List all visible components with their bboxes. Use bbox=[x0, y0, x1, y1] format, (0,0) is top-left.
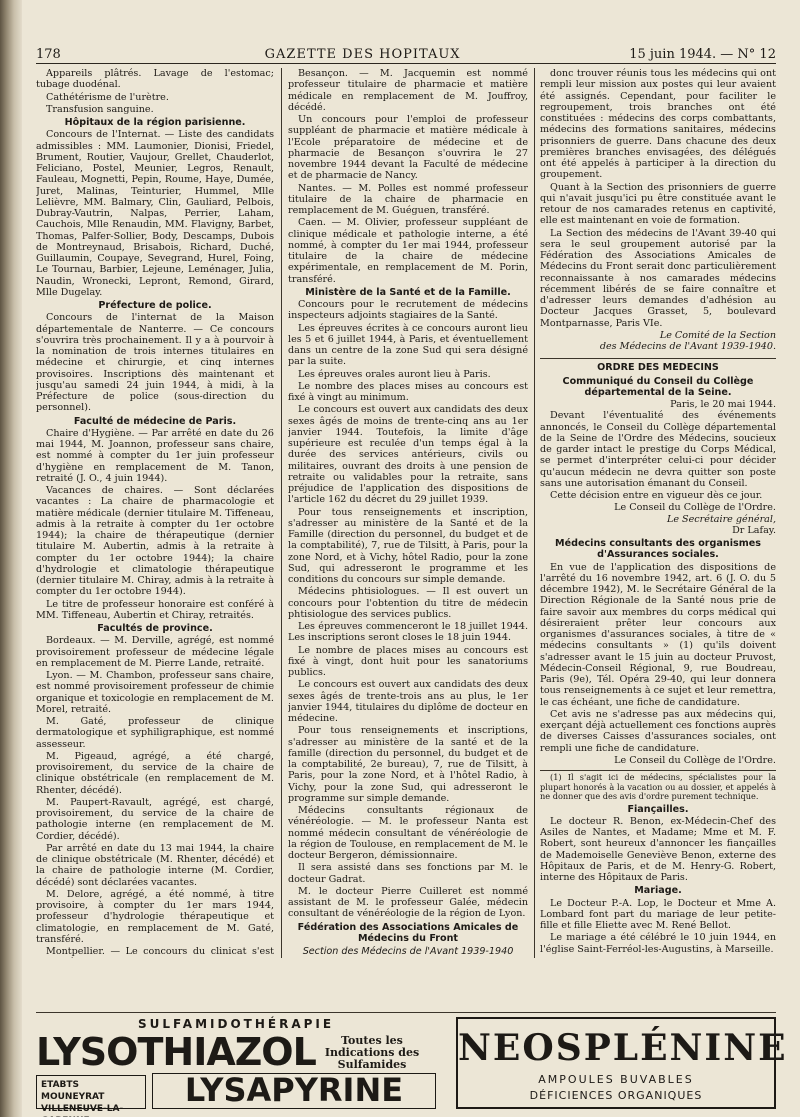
section-heading: Fédération des Associations Amicales de Médecins du Front bbox=[297, 921, 519, 944]
ads-rule bbox=[36, 1012, 776, 1013]
paragraph: M. Gaté, professeur de clinique dermatologique et syphiligraphique, est nommé assesseur. bbox=[36, 716, 274, 750]
paragraph: Lyon. — M. Chambon, professeur sans chaire, est nommé provisoirement professeur de chimie organique et toxicologie en remplacement de M. Morel, retraité. bbox=[36, 670, 274, 715]
binding-spine bbox=[0, 0, 22, 1117]
paragraph: Le titre de professeur honoraire est conféré à MM. Tiffeneau, Aubertin et Chiray, retraités. bbox=[36, 598, 274, 621]
paragraph: M. Delore, agrégé, a été nommé, à titre provisoire, à compter du 1er mars 1944, professeur d'hydrologie thérapeutique et climatologie, en remplacement de M. Gaté, transféré. bbox=[36, 888, 274, 945]
paragraph: Montpellier. — Le concours du clinicat s'est bbox=[46, 946, 274, 957]
ad-indication: DÉFICIENCES ORGANIQUES bbox=[529, 1089, 703, 1102]
paragraph: donc trouver réunis tous les médecins qui ont rempli leur mission aux postes qui leur avaient été assignés. Cependant, pour faciliter le regroupement, trois branches ont été constituées : médecins des corps combattants, médecins des formations sanitaires, médecins prisonniers de guerre. Dans chacune des deux premières branches envisagées, des délégués ont été appelés à participer à la direction du groupement. bbox=[540, 68, 776, 181]
header-rule bbox=[36, 63, 776, 64]
signature-line: Le Comité de la Section bbox=[659, 329, 776, 341]
section-heading: Préfecture de police. bbox=[98, 300, 212, 311]
signature-line: Paris, le 20 mai 1944. bbox=[670, 399, 776, 410]
section-heading: Fiançailles. bbox=[627, 803, 689, 815]
column-1 bbox=[36, 68, 274, 958]
paragraph: Caen. — M. Olivier, professeur suppléant de clinique médicale et pathologie interne, a été nommé, à compter du 1er mai 1944, professeur titulaire de la chaire de médecine expérimentale, en remplacement de M. Porin, transféré. bbox=[288, 217, 528, 285]
column-divider-2 bbox=[534, 68, 535, 958]
paragraph: Le concours est ouvert aux candidats des deux sexes âgés de moins de trente-cinq ans au 1er janvier 1944. Toutefois, la limite d'âge supérieure est reculée d'un temps égal à la durée des services antérieurs, civils ou militaires, ouvrant des droits à une pension de retraite ou validables pour la retraite, sans préjudice de l'application des dispositions de l'article 162 du décret du 29 juillet 1939. bbox=[288, 404, 528, 506]
paragraph: Le docteur R. Benon, ex-Médecin-Chef des Asiles de Nantes, et Madame; Mme et M. F. Robert, sont heureux d'annoncer les fiançailles de Mademoiselle Geneviève Benon, externe des Hôpitaux de Paris, et de M. Henry-G. Robert, interne des Hôpitaux de Paris. bbox=[540, 815, 776, 883]
paragraph: M. le docteur Pierre Cuilleret est nommé assistant de M. le professeur Galée, médecin consultant de vénéréologie de la région de Lyon. bbox=[288, 885, 528, 920]
signature-line: Le Secrétaire général, bbox=[666, 513, 776, 525]
section-heading: Médecins consultants des organismes d'Assurances sociales. bbox=[555, 538, 761, 561]
signature-line: des Médecins de l'Avant 1939-1940. bbox=[599, 341, 776, 352]
ad-product-lysapyrine: LYSAPYRINE bbox=[152, 1073, 436, 1109]
column-3 bbox=[540, 68, 776, 958]
ad-laboratory: ETABTS MOUNEYRAT VILLENEUVE-LA- bbox=[36, 1075, 146, 1109]
signature-line: Le Conseil du Collège de l'Ordre. bbox=[614, 754, 776, 766]
signature-line: Le Conseil du Collège de l'Ordre. bbox=[614, 502, 776, 514]
paragraph: Il sera assisté dans ses fonctions par M. le docteur Gadrat. bbox=[288, 862, 528, 885]
paragraph: La Section des médecins de l'Avant 39-40 qui sera le seul groupement autorisé par la Fédération des Associations Amicales de Médecins du Front serait donc particulièrement reconnaissante à nos camarades médecins récemment libérés de se faire connaître et d'adresser leurs demandes d'adhésion au Docteur Jacques Grasset, 5, boulevard Montparnasse, Paris VIe. bbox=[540, 227, 776, 329]
paragraph: Appareils plâtrés. Lavage de l'estomac; tubage duodénal. bbox=[36, 68, 274, 91]
paragraph: Les épreuves orales auront lieu à Paris. bbox=[298, 368, 491, 380]
paragraph: Transfusion sanguine. bbox=[46, 103, 154, 115]
ad-tagline: Toutes les Indications des Sulfamides bbox=[324, 1034, 420, 1071]
paragraph: Quant à la Section des prisonniers de guerre qui n'avait jusqu'ici pu être constituée avant le retour de nos camarades retenus en captivité, elle est maintenant en voie de formation. bbox=[540, 181, 776, 227]
paragraph: Chaire d'Hygiène. — Par arrêté en date du 26 mai 1944, M. Joannon, professeur sans chaire, est nommé à compter du 1er juin professeur d'hygiène en remplacement de M. Tanon, retraité (J. O., 4 juin 1944). bbox=[36, 427, 274, 484]
paragraph: Le Docteur P.-A. Lop, le Docteur et Mme A. Lombard font part du mariage de leur petite-fille et fille Eliette avec M. René Bellot. bbox=[540, 897, 776, 931]
section-heading: Ministère de la Santé et de la Famille. bbox=[305, 286, 511, 298]
paragraph: Un concours pour l'emploi de professeur suppléant de pharmacie et matière médicale à l'Ecole préparatoire de médecine et de pharmacie de Besançon s'ouvrira le 27 novembre 1944 devant la Faculté de médecine et de pharmacie de Nancy. bbox=[288, 114, 528, 182]
paragraph: M. Pigeaud, agrégé, a été chargé, provisoirement, du service de la chaire de clinique obstétricale (en remplacement de M. Rhenter, décédé). bbox=[36, 750, 274, 796]
column-2 bbox=[288, 68, 528, 958]
paragraph: Bordeaux. — M. Derville, agrégé, est nommé provisoirement professeur de médecine légale en remplacement de M. Pierre Lande, retraité. bbox=[36, 635, 274, 669]
paragraph: Besançon. — M. Jacquemin est nommé professeur titulaire de pharmacie et matière médicale en remplacement de M. Jouffroy, décédé. bbox=[288, 68, 528, 113]
rubric-heading: ORDRE DES MEDECINS bbox=[540, 358, 776, 373]
paragraph: Nantes. — M. Polles est nommé professeur titulaire de la chaire de pharmacie en remplacement de M. Guéguen, transféré. bbox=[288, 182, 528, 216]
section-heading: Communiqué du Conseil du Collège départemental de la Seine. bbox=[562, 375, 754, 398]
paragraph: Pour tous renseignements et inscriptions, s'adresser au ministère de la santé et de la famille (direction du personnel, du budget et de la comptabilité, 2e bureau), 7, rue de Tilsitt, à Paris, pour la zone Nord, et à l'hôtel Radio, à Vichy, pour la zone Sud, qui adresseront le programme sur simple demande. bbox=[288, 725, 528, 804]
paragraph: Cathétérisme de l'urètre. bbox=[46, 91, 169, 103]
column-divider-1 bbox=[281, 68, 282, 958]
paragraph: Vacances de chaires. — Sont déclarées vacantes : La chaire de pharmacologie et matière médicale (dernier titulaire M. Tiffeneau, admis à la retraite à compter du 1er octobre 1944); la chaire de thérapeutique (dernier titulaire M. Aubertin, admis à la retraite à compter du 1er octobre 1944); la chaire d'hydrologie et climatologie thérapeutique (dernier titulaire M. Chiray, admis à la retraite à compter du 1er octobre 1944). bbox=[36, 485, 274, 598]
paragraph: Pour tous renseignements et inscription, s'adresser au ministère de la Santé et de la Famille (direction du personnel, du budget et de la comptabilité), 7, rue de Tilsitt, à Paris, pour la zone Nord, et à Vichy, hôtel Radio, pour la zone Sud, qui adresseront le programme et les conditions du concours sur simple demande. bbox=[288, 506, 528, 585]
ad-form: AMPOULES BUVABLES bbox=[538, 1073, 694, 1086]
ad-brand-line: SULFAMIDOTHÉRAPIE bbox=[137, 1017, 335, 1031]
paragraph: Devant l'éventualité des événements annoncés, le Conseil du Collège départemental de la Seine de l'Ordre des Médecins, soucieux de garder intact le prestige du Corps Médical, se permet d'interpréter celui-ci pour décider qu'aucun médecin ne devra quitter son poste sans une autorisation émanant du Conseil. bbox=[540, 410, 776, 489]
ad-product-neosplenine: NEOSPLÉNINE bbox=[458, 1027, 788, 1069]
page-header bbox=[36, 40, 776, 62]
paragraph: Médecins phtisiologues. — Il est ouvert un concours pour l'obtention du titre de médecin phtisiologue des services publics. bbox=[288, 586, 528, 620]
paragraph: Les épreuves écrites à ce concours auront lieu les 5 et 6 juillet 1944, à Paris, et éventuellement dans un centre de la zone Sud qui sera désigné par la suite. bbox=[288, 322, 528, 368]
journal-title: GAZETTE DES HOPITAUX bbox=[264, 47, 461, 62]
ad-mouneyrat bbox=[36, 1017, 436, 1114]
paragraph: M. Paupert-Ravault, agrégé, est chargé, provisoirement, du service de la chaire de pathologie interne (en remplacement de M. Cordier, décédé). bbox=[36, 796, 274, 842]
signature-line: Dr Lafay. bbox=[732, 524, 776, 536]
section-heading: Hôpitaux de la région parisienne. bbox=[64, 117, 246, 128]
paragraph: Le nombre de places mises au concours est fixé à vingt, dont huit pour les sanatoriums publics. bbox=[288, 644, 528, 678]
section-heading: Mariage. bbox=[634, 885, 682, 897]
issue-date: 15 juin 1944. — N° 12 bbox=[629, 47, 776, 62]
ad-product-lysothiazol: LYSOTHIAZOL bbox=[36, 1030, 316, 1074]
footnote: (1) Il s'agit ici de médecins, spécialistes pour la plupart honorés à la vacation ou au dossier, et appelés à ne donner que des avis d'ordre purement technique. bbox=[540, 772, 776, 801]
paragraph: Concours pour le recrutement de médecins inspecteurs adjoints stagiaires de la Santé. bbox=[288, 299, 528, 322]
paragraph: Cette décision entre en vigueur dès ce jour. bbox=[550, 490, 763, 501]
paragraph: Cet avis ne s'adresse pas aux médecins qui, exerçant déjà actuellement ces fonctions auprès de diverses Caisses d'assurances sociales, ont rempli une fiche de candidature. bbox=[540, 708, 776, 754]
paragraph: Le nombre des places mises au concours est fixé à vingt au minimum. bbox=[288, 380, 528, 403]
paragraph: Concours de l'internat de la Maison départementale de Nanterre. — Ce concours s'ouvrira très prochainement. Il y a à pourvoir à la nomination de trois internes titulaires en médecine et chirurgie, et cinq internes provisoires. Inscriptions dès maintenant et jusqu'au samedi 24 juin 1944, à midi, à la Préfecture de police (sous-direction du personnel). bbox=[36, 312, 274, 414]
advertisement-band bbox=[36, 1017, 788, 1114]
ad-neosplenine bbox=[456, 1017, 788, 1109]
paragraph: En vue de l'application des dispositions de l'arrêté du 16 novembre 1942, art. 6 (J. O. du 5 décembre 1942), M. le Secrétaire Général de la Direction Régionale de la Santé nous prie de faire savoir aux membres du corps médical qui désireraient prêter leur concours aux organismes d'assurances sociales, à titre de « médecins consultants » (1) qu'ils doivent s'adresser avant le 15 juin au docteur Pruvost, Médecin-Conseil Régional, 9, rue Boudreau, Paris (9e), Tél. Opéra 29-40, qui leur donnera tous renseignements à ce sujet et leur remettra, le cas échéant, une fiche de candidature. bbox=[540, 561, 776, 708]
section-subheading: Section des Médecins de l'Avant 1939-1940 bbox=[302, 946, 514, 957]
paragraph: Le mariage a été célébré le 10 juin 1944, en l'église Saint-Ferréol-les-Augustins, à Marseille. bbox=[540, 932, 776, 955]
paragraph: Les épreuves commenceront le 18 juillet 1944. Les inscriptions seront closes le 18 juin 1944. bbox=[288, 621, 528, 644]
paragraph: Concours de l'Internat. — Liste des candidats admissibles : MM. Laumonier, Dionisi, Friedel, Brument, Routier, Vaujour, Grellet, Chauderlot, Feliciano, Postel, Meunier, Legros, Renault, Fauleau, Mognetti, Pepin, Roume, Haye, Dumée, Juret, Malinas, Teinturier, Hummel, Mlle Lelièvre, MM. Balmary, Clin, Gauliard, Pelbois, Dubray-Vautrin, Nalpas, Perrier, Laham, Cauchois, Mlle Renaudin, MM. Flavigny, Barbet, Thomas, Palfer-Sollier, Body, Descamps, Dubois de Montreynaud, Brisabois, Richard, Duché, Guillaumin, Coupaye, Sevegrand, Hurel, Foing, Le Tournau, Barbier, Lejeune, Leménager, Julia, Naudin, Wronecki, Lepront, Remond, Girard, Mlle Dugelay. bbox=[36, 129, 274, 298]
paragraph: Le concours est ouvert aux candidats des deux sexes âgés de trente-trois ans au plus, le 1er janvier 1944, titulaires du diplôme de docteur en médecine. bbox=[288, 679, 528, 724]
page-number: 178 bbox=[36, 47, 61, 62]
paragraph: Par arrêté en date du 13 mai 1944, la chaire de clinique obstétricale (M. Rhenter, décédé) et la chaire de pathologie interne (M. Cordier, décédé) sont déclarées vacantes. bbox=[36, 842, 274, 888]
section-heading: Faculté de médecine de Paris. bbox=[73, 415, 237, 427]
section-heading: Facultés de province. bbox=[97, 623, 213, 634]
paragraph: Médecins consultants régionaux de vénéréologie. — M. le professeur Nanta est nommé médecin consultant de vénéréologie de la région de Toulouse, en remplacement de M. le docteur Bergeron, démissionnaire. bbox=[288, 805, 528, 861]
